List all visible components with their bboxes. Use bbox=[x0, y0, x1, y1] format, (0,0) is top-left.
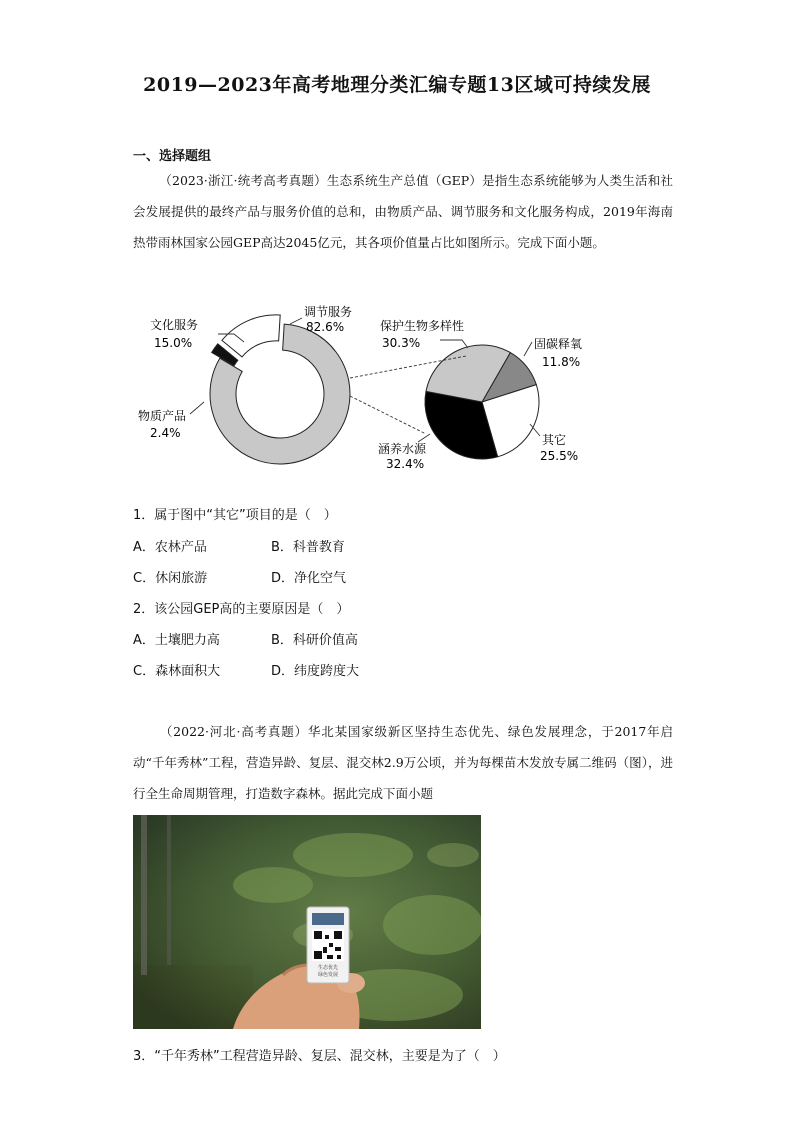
question-3-stem: 3．“千年秀林”工程营造异龄、复层、混交林，主要是为了（ ） bbox=[133, 1049, 506, 1064]
gep-chart-figure bbox=[130, 296, 600, 476]
label-culture-name: 文化服务 bbox=[150, 318, 199, 332]
question-1-stem: 1．属于图中“其它”项目的是（ ） bbox=[133, 508, 337, 523]
section-heading: 一、选择题组 bbox=[133, 149, 212, 164]
q2-option-b[interactable]: B．科研价值高 bbox=[271, 633, 358, 648]
passage-1 bbox=[133, 165, 673, 258]
q1-option-b[interactable]: B．科普教育 bbox=[271, 540, 345, 555]
label-culture-value: 15.0% bbox=[154, 336, 193, 350]
donut-slice-1 bbox=[222, 315, 280, 357]
q1-option-d[interactable]: D．净化空气 bbox=[271, 571, 347, 586]
tag-text-line1: 生态优先 bbox=[317, 965, 339, 971]
q2-option-a[interactable]: A．土壤肥力高 bbox=[133, 633, 220, 648]
passage-2 bbox=[133, 716, 673, 809]
q2-option-c[interactable]: C．森林面积大 bbox=[133, 664, 221, 679]
label-carbon-name: 固碳释氧 bbox=[534, 337, 583, 351]
label-regulation-value: 82.6% bbox=[306, 320, 345, 334]
regulation-pie-chart bbox=[425, 345, 539, 459]
label-water-value: 32.4% bbox=[386, 457, 425, 471]
label-other-value: 25.5% bbox=[540, 449, 579, 463]
qr-tag-photo bbox=[133, 815, 481, 1029]
passage-1-text: （2023·浙江·统考高考真题）生态系统生产总值（GEP）是指生态系统能够为人类生活和社会发展提供的最终产品与服务价值的总和，由物质产品、调节服务和文化服务构成，2019年海南热带雨林国家公园GEP高达2045亿元，其各项价值量占比如图所示。完成下面小题。 bbox=[133, 173, 673, 250]
passage-2-text: （2022·河北·高考真题）华北某国家级新区坚持生态优先、绿色发展理念，于2017年启动“千年秀林”工程，营造异龄、复层、混交林2.9万公顷，并为每棵苗木发放专属二维码（图），进行全生命周期管理，打造数字森林。据此完成下面小题 bbox=[133, 724, 673, 801]
q2-option-d[interactable]: D．纬度跨度大 bbox=[271, 664, 360, 679]
qr-tag bbox=[307, 907, 349, 983]
q1-option-a[interactable]: A．农林产品 bbox=[133, 540, 207, 555]
label-biodiversity-value: 30.3% bbox=[382, 336, 421, 350]
label-other-name: 其它 bbox=[542, 433, 567, 447]
label-biodiversity-name: 保护生物多样性 bbox=[380, 319, 465, 333]
page-title: 2019—2023年高考地理分类汇编专题13区域可持续发展 bbox=[143, 74, 651, 96]
connector-line-bottom bbox=[350, 396, 426, 434]
gep-donut-chart bbox=[210, 315, 350, 464]
label-water-name: 涵养水源 bbox=[378, 442, 427, 456]
label-carbon-value: 11.8% bbox=[542, 355, 581, 369]
q1-option-c[interactable]: C．休闲旅游 bbox=[133, 571, 208, 586]
tag-text-line2: 绿色发展 bbox=[317, 972, 339, 978]
label-material-name: 物质产品 bbox=[138, 409, 187, 423]
label-material-value: 2.4% bbox=[150, 426, 181, 440]
question-2-stem: 2．该公园GEP高的主要原因是（ ） bbox=[133, 602, 350, 617]
label-regulation-name: 调节服务 bbox=[304, 305, 353, 319]
